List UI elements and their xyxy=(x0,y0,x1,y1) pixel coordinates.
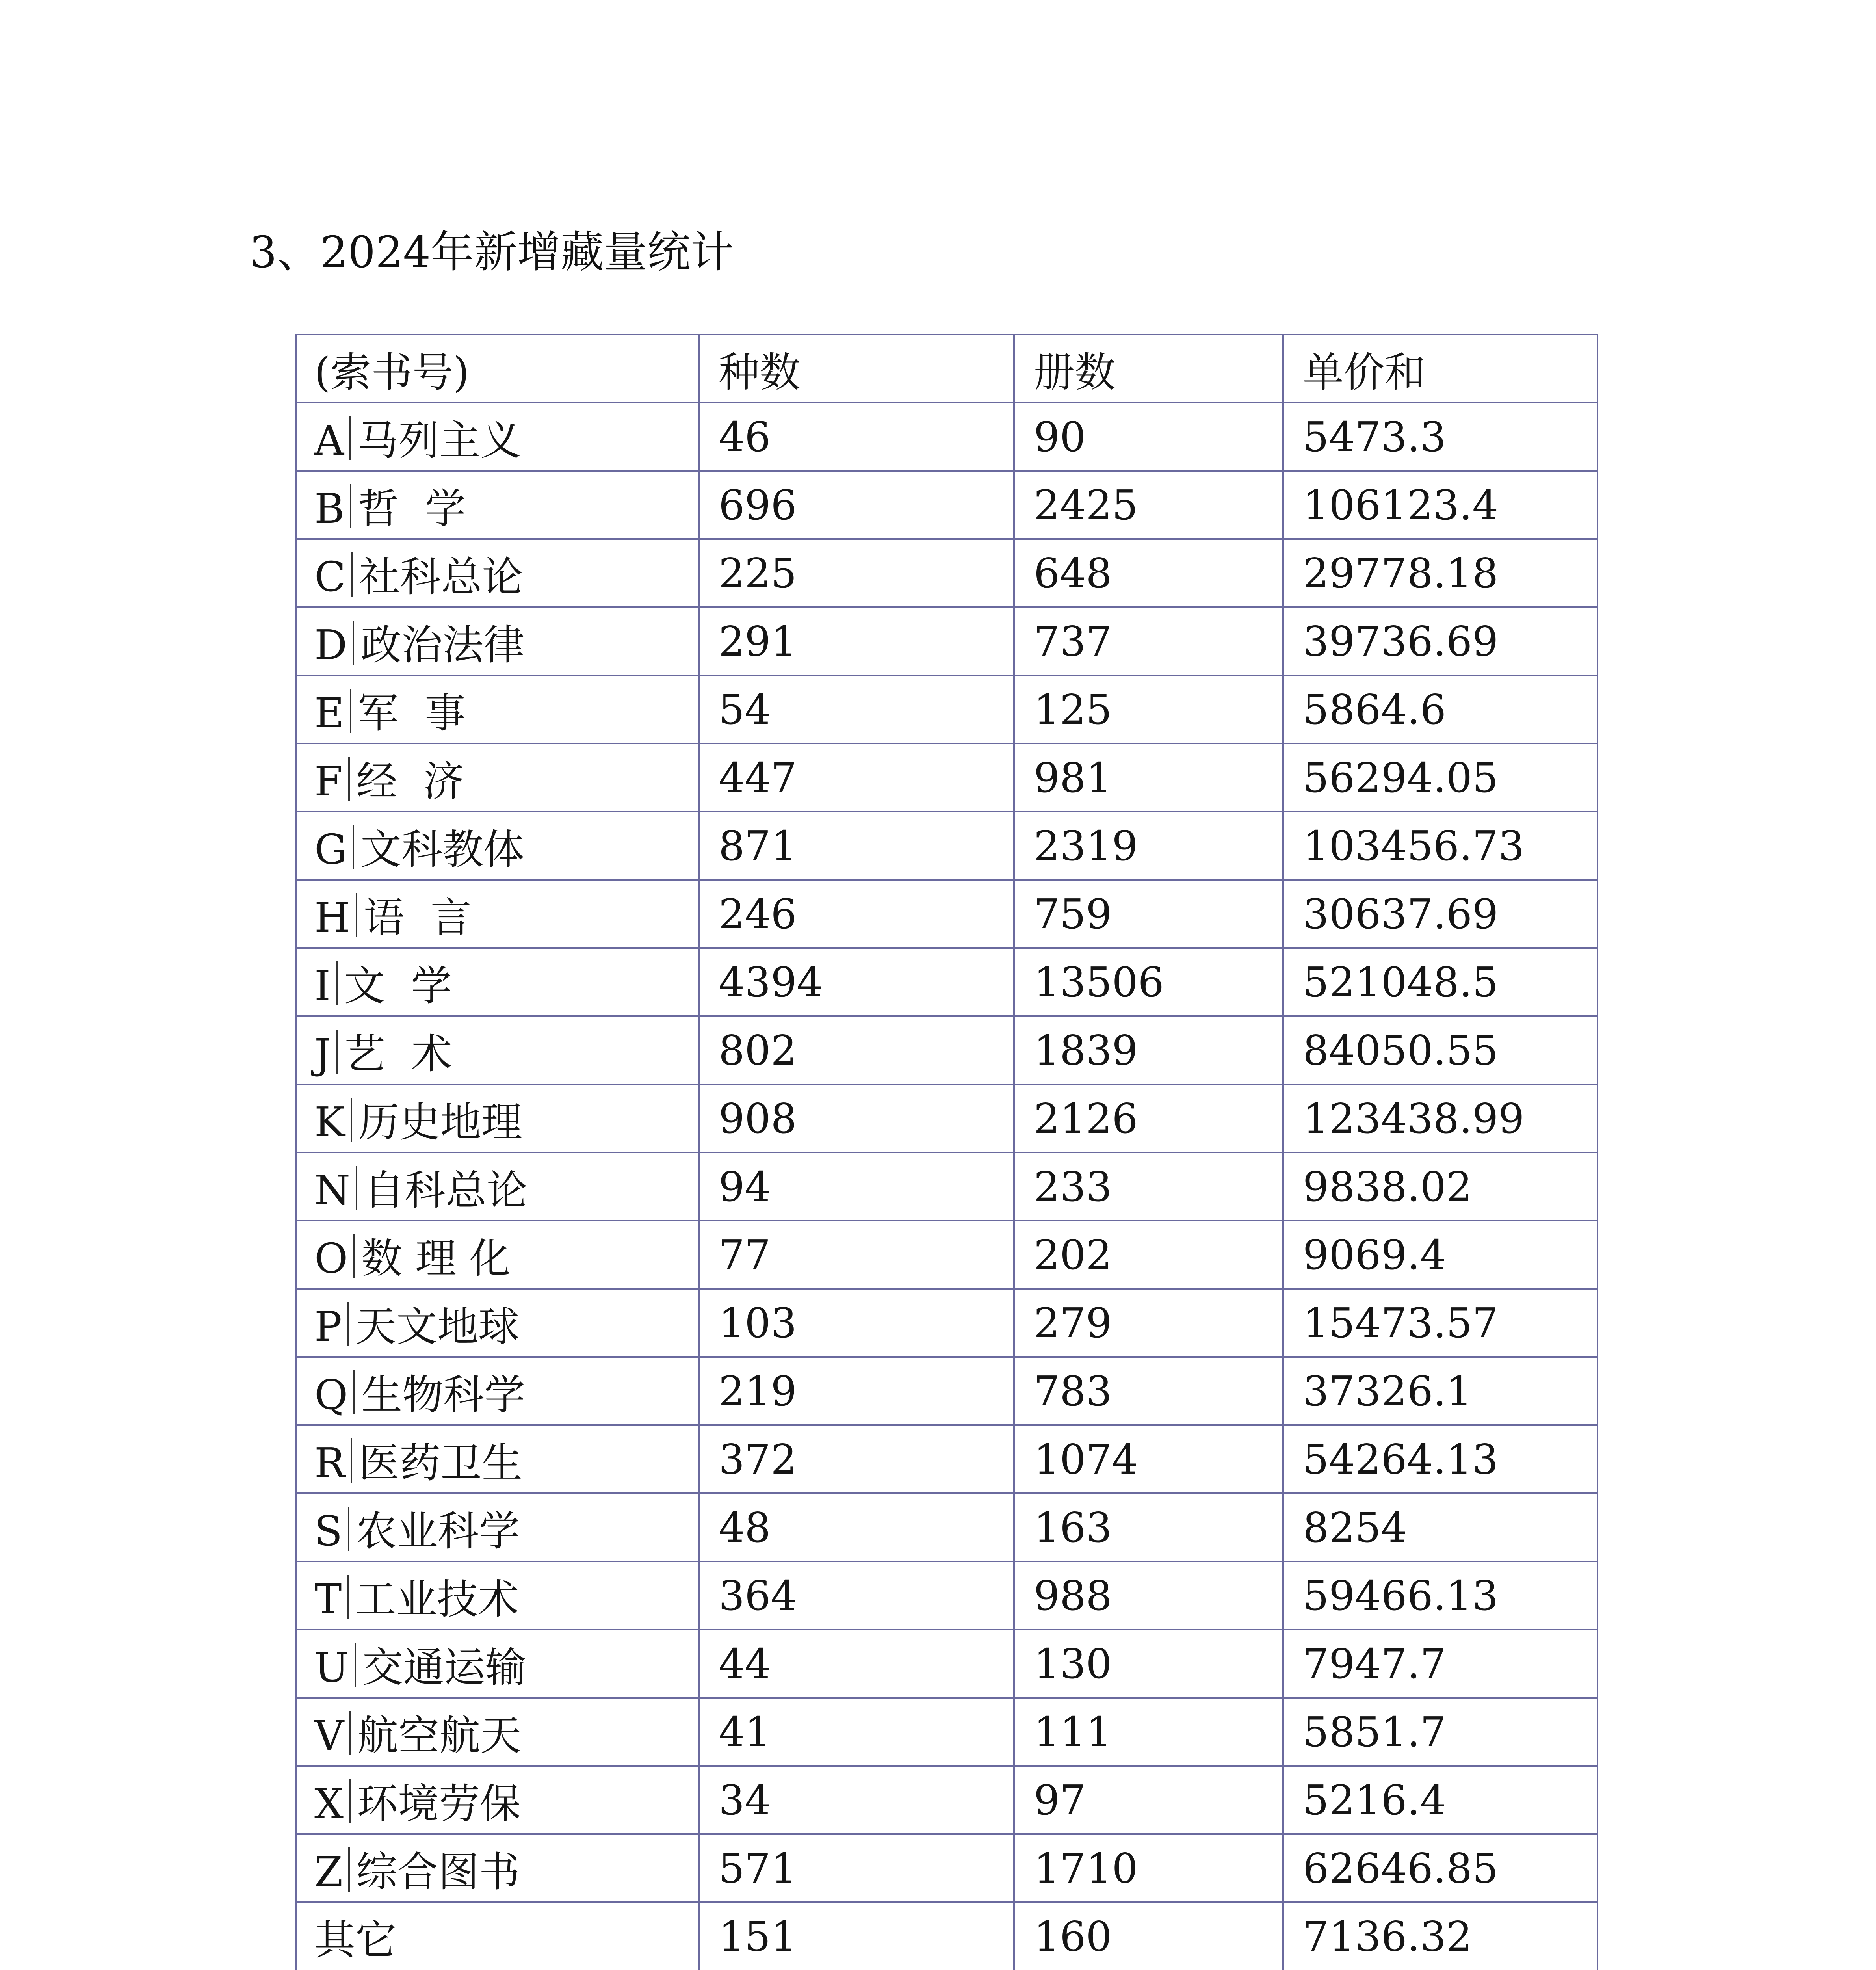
table-row xyxy=(296,1561,1597,1630)
volumes-cell: 2319 xyxy=(1014,812,1283,880)
types-cell: 802 xyxy=(699,1016,1014,1084)
volumes-cell: 783 xyxy=(1014,1357,1283,1425)
class-name: 艺 术 xyxy=(344,1030,452,1078)
price-sum-cell: 7947.7 xyxy=(1283,1630,1597,1698)
volumes-cell: 2425 xyxy=(1014,471,1283,539)
price-sum-cell: 123438.99 xyxy=(1283,1084,1597,1152)
code-separator xyxy=(351,1098,352,1142)
code-separator xyxy=(356,893,357,937)
class-cell xyxy=(296,1425,699,1493)
code-separator xyxy=(336,961,338,1005)
code-separator xyxy=(347,1575,349,1619)
types-cell: 77 xyxy=(699,1221,1014,1289)
volumes-cell: 1074 xyxy=(1014,1425,1283,1493)
header-call-number: (索书号) xyxy=(296,335,699,403)
header-price-sum: 单价和 xyxy=(1283,335,1597,403)
volumes-cell: 279 xyxy=(1014,1289,1283,1357)
class-code: A xyxy=(314,416,344,465)
class-code: D xyxy=(314,621,347,669)
price-sum-cell: 29778.18 xyxy=(1283,539,1597,607)
types-cell: 225 xyxy=(699,539,1014,607)
table-row xyxy=(296,1425,1597,1493)
class-code: Q xyxy=(314,1370,348,1419)
class-cell xyxy=(296,1221,699,1289)
volumes-cell: 1710 xyxy=(1014,1834,1283,1902)
class-code: O xyxy=(314,1234,348,1282)
volumes-cell: 160 xyxy=(1014,1902,1283,1970)
volumes-cell: 981 xyxy=(1014,743,1283,812)
class-cell xyxy=(296,812,699,880)
table-row xyxy=(296,743,1597,812)
code-separator xyxy=(348,1507,349,1551)
types-cell: 46 xyxy=(699,403,1014,471)
class-code: U xyxy=(314,1643,349,1691)
price-sum-cell: 521048.5 xyxy=(1283,948,1597,1016)
volumes-cell: 2126 xyxy=(1014,1084,1283,1152)
price-sum-cell: 30637.69 xyxy=(1283,880,1597,948)
class-code: X xyxy=(314,1779,344,1828)
class-cell xyxy=(296,675,699,743)
class-code: I xyxy=(314,961,331,1010)
price-sum-cell: 62646.85 xyxy=(1283,1834,1597,1902)
table-row xyxy=(296,675,1597,743)
class-code: F xyxy=(314,757,343,805)
volumes-cell: 1839 xyxy=(1014,1016,1283,1084)
class-cell xyxy=(296,471,699,539)
types-cell: 48 xyxy=(699,1493,1014,1561)
class-cell xyxy=(296,1834,699,1902)
class-cell xyxy=(296,743,699,812)
class-name: 综合图书 xyxy=(356,1847,520,1896)
types-cell: 4394 xyxy=(699,948,1014,1016)
table-row xyxy=(296,880,1597,948)
class-cell xyxy=(296,1766,699,1834)
table-row xyxy=(296,948,1597,1016)
price-sum-cell: 106123.4 xyxy=(1283,471,1597,539)
code-separator xyxy=(349,416,351,460)
price-sum-cell: 5864.6 xyxy=(1283,675,1597,743)
class-name: 环境劳保 xyxy=(357,1779,521,1828)
class-name: 语 言 xyxy=(363,893,472,942)
table-row xyxy=(296,1766,1597,1834)
price-sum-cell: 5851.7 xyxy=(1283,1698,1597,1766)
code-separator xyxy=(336,1030,338,1074)
class-code: K xyxy=(314,1098,345,1146)
class-name: 文科教体 xyxy=(360,825,525,873)
class-code: Z xyxy=(314,1847,343,1896)
class-code: J xyxy=(314,1030,331,1078)
class-cell xyxy=(296,1902,699,1970)
class-cell xyxy=(296,1493,699,1561)
price-sum-cell: 9838.02 xyxy=(1283,1152,1597,1221)
volumes-cell: 125 xyxy=(1014,675,1283,743)
table-row xyxy=(296,1152,1597,1221)
class-name: 工业技术 xyxy=(355,1575,519,1623)
types-cell: 219 xyxy=(699,1357,1014,1425)
class-code: R xyxy=(314,1438,345,1487)
class-name: 天文地球 xyxy=(355,1302,519,1351)
code-separator xyxy=(351,1438,352,1483)
code-separator xyxy=(353,1234,355,1278)
class-code: N xyxy=(314,1166,350,1214)
code-separator xyxy=(355,1643,356,1687)
class-name: 数 理 化 xyxy=(361,1234,511,1282)
volumes-cell: 97 xyxy=(1014,1766,1283,1834)
code-separator xyxy=(350,484,351,528)
code-separator xyxy=(348,1847,350,1892)
class-code: T xyxy=(314,1575,342,1623)
table-row xyxy=(296,1834,1597,1902)
code-separator xyxy=(347,1302,349,1346)
class-code: P xyxy=(314,1302,342,1351)
table-row xyxy=(296,1630,1597,1698)
class-name: 经 济 xyxy=(356,757,464,805)
collection-stats-table xyxy=(295,334,1598,1970)
price-sum-cell: 59466.13 xyxy=(1283,1561,1597,1630)
table-body xyxy=(296,403,1597,1970)
volumes-cell: 202 xyxy=(1014,1221,1283,1289)
price-sum-cell: 15473.57 xyxy=(1283,1289,1597,1357)
table-row xyxy=(296,1902,1597,1970)
code-separator xyxy=(350,689,351,733)
class-cell xyxy=(296,1630,699,1698)
table-row xyxy=(296,1698,1597,1766)
code-separator xyxy=(353,1370,355,1414)
types-cell: 447 xyxy=(699,743,1014,812)
section-heading: 3、2024年新增藏量统计 xyxy=(249,227,734,277)
price-sum-cell: 7136.32 xyxy=(1283,1902,1597,1970)
table-row xyxy=(296,1357,1597,1425)
table-row xyxy=(296,539,1597,607)
types-cell: 291 xyxy=(699,607,1014,675)
price-sum-cell: 9069.4 xyxy=(1283,1221,1597,1289)
class-cell xyxy=(296,948,699,1016)
class-name: 文 学 xyxy=(344,961,452,1010)
code-separator xyxy=(356,1166,357,1210)
class-name: 自科总论 xyxy=(364,1166,528,1214)
class-code: G xyxy=(314,825,347,873)
table-header-row xyxy=(296,335,1597,403)
types-cell: 571 xyxy=(699,1834,1014,1902)
volumes-cell: 648 xyxy=(1014,539,1283,607)
class-name: 哲 学 xyxy=(358,484,466,533)
class-name: 农业科学 xyxy=(356,1507,520,1555)
volumes-cell: 988 xyxy=(1014,1561,1283,1630)
volumes-cell: 130 xyxy=(1014,1630,1283,1698)
class-cell xyxy=(296,880,699,948)
class-name: 社科总论 xyxy=(359,552,523,601)
code-separator xyxy=(349,1711,351,1755)
volumes-cell: 759 xyxy=(1014,880,1283,948)
class-cell xyxy=(296,1698,699,1766)
class-code: H xyxy=(314,893,350,942)
table-row xyxy=(296,607,1597,675)
class-cell xyxy=(296,1289,699,1357)
class-code: C xyxy=(314,552,346,601)
class-cell xyxy=(296,1561,699,1630)
class-code: B xyxy=(314,484,345,533)
class-cell xyxy=(296,607,699,675)
types-cell: 54 xyxy=(699,675,1014,743)
volumes-cell: 233 xyxy=(1014,1152,1283,1221)
types-cell: 103 xyxy=(699,1289,1014,1357)
types-cell: 34 xyxy=(699,1766,1014,1834)
table-row xyxy=(296,471,1597,539)
price-sum-cell: 103456.73 xyxy=(1283,812,1597,880)
price-sum-cell: 5473.3 xyxy=(1283,403,1597,471)
types-cell: 908 xyxy=(699,1084,1014,1152)
table-row xyxy=(296,1084,1597,1152)
volumes-cell: 90 xyxy=(1014,403,1283,471)
class-code: S xyxy=(314,1507,343,1555)
code-separator xyxy=(349,1779,351,1823)
price-sum-cell: 37326.1 xyxy=(1283,1357,1597,1425)
volumes-cell: 737 xyxy=(1014,607,1283,675)
table-row xyxy=(296,1221,1597,1289)
table-row xyxy=(296,812,1597,880)
class-code: E xyxy=(314,689,344,737)
types-cell: 41 xyxy=(699,1698,1014,1766)
class-name: 航空航天 xyxy=(357,1711,522,1760)
class-name: 医药卫生 xyxy=(358,1438,523,1487)
class-cell xyxy=(296,1084,699,1152)
class-name: 生物科学 xyxy=(361,1370,526,1419)
types-cell: 151 xyxy=(699,1902,1014,1970)
price-sum-cell: 39736.69 xyxy=(1283,607,1597,675)
class-cell xyxy=(296,1016,699,1084)
price-sum-cell: 54264.13 xyxy=(1283,1425,1597,1493)
price-sum-cell: 84050.55 xyxy=(1283,1016,1597,1084)
class-code: V xyxy=(314,1711,344,1760)
types-cell: 94 xyxy=(699,1152,1014,1221)
class-name: 历史地理 xyxy=(358,1098,522,1146)
header-types: 种数 xyxy=(699,335,1014,403)
code-separator xyxy=(348,757,350,801)
class-cell xyxy=(296,1357,699,1425)
class-cell xyxy=(296,403,699,471)
types-cell: 871 xyxy=(699,812,1014,880)
price-sum-cell: 8254 xyxy=(1283,1493,1597,1561)
types-cell: 372 xyxy=(699,1425,1014,1493)
table-row xyxy=(296,1493,1597,1561)
class-name: 马列主义 xyxy=(357,416,522,465)
volumes-cell: 13506 xyxy=(1014,948,1283,1016)
types-cell: 696 xyxy=(699,471,1014,539)
class-name: 军 事 xyxy=(357,689,466,737)
types-cell: 364 xyxy=(699,1561,1014,1630)
price-sum-cell: 56294.05 xyxy=(1283,743,1597,812)
header-volumes: 册数 xyxy=(1014,335,1283,403)
price-sum-cell: 5216.4 xyxy=(1283,1766,1597,1834)
table-row xyxy=(296,403,1597,471)
types-cell: 44 xyxy=(699,1630,1014,1698)
code-separator xyxy=(353,825,354,869)
table-row xyxy=(296,1016,1597,1084)
class-name: 交通运输 xyxy=(362,1643,526,1691)
volumes-cell: 163 xyxy=(1014,1493,1283,1561)
table-row xyxy=(296,1289,1597,1357)
class-name: 政治法律 xyxy=(360,621,525,669)
code-separator xyxy=(351,552,353,597)
code-separator xyxy=(353,621,354,665)
volumes-cell: 111 xyxy=(1014,1698,1283,1766)
types-cell: 246 xyxy=(699,880,1014,948)
class-cell xyxy=(296,539,699,607)
class-name: 其它 xyxy=(314,1916,397,1964)
class-cell xyxy=(296,1152,699,1221)
